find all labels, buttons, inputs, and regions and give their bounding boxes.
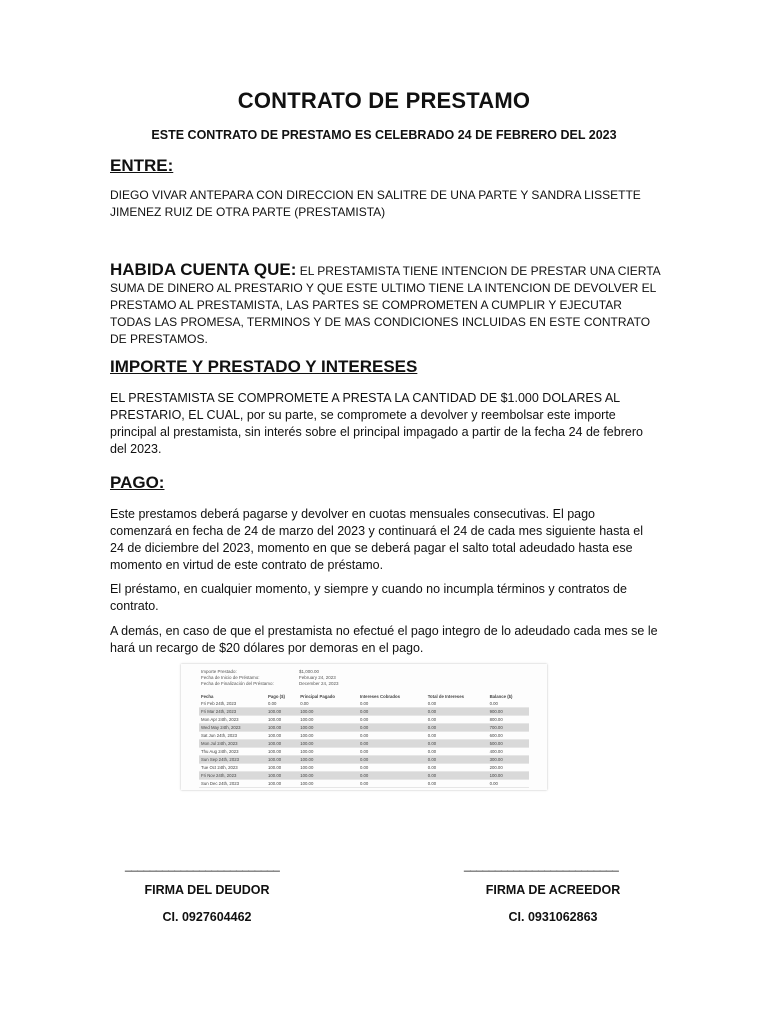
table-cell: 100.00 — [266, 724, 298, 732]
pago-paragraph-2: El préstamo, en cualquier momento, y siempre y cuando no incumpla términos y contratos de contrato. — [110, 582, 627, 613]
table-cell: 100.00 — [298, 708, 358, 716]
meta-label: Fecha de Inicio de Préstamo: — [201, 675, 260, 680]
column-header: Fecha — [201, 693, 214, 699]
table-cell: 100.00 — [488, 772, 529, 780]
table-cell: 0.00 — [358, 732, 426, 740]
table-cell: Mon Apr 24th, 2023 — [199, 716, 266, 724]
table-cell: Mon Jul 24th, 2023 — [199, 740, 266, 748]
table-row — [199, 716, 529, 724]
table-row — [199, 756, 529, 764]
meta-value: $1,000.00 — [299, 669, 320, 674]
table-cell: 100.00 — [298, 724, 358, 732]
habida-text: EL PRESTAMISTA TIENE INTENCION DE PRESTAR UNA CIERTA SUMA DE DINERO AL PRESTARIO Y QUE ESTE ULTIMO TIENE LA INTENCION DE DEVOLVER EL PRESTAMO AL PRESTAMISTA, LAS PARTES SE COMPROMETEN A CUMPLIR Y EJECUTAR TODAS LAS PROMESA, TERMINOS Y DE MAS CONDICIONES INCLUIDAS EN ESTE CONTRATO DE PRESTAMOS. — [110, 264, 661, 346]
table-cell: 0.00 — [358, 740, 426, 748]
table-cell: 700.00 — [488, 724, 529, 732]
table-cell: 100.00 — [266, 748, 298, 756]
heading-pago: PAGO: — [110, 473, 165, 492]
table-cell: 100.00 — [266, 716, 298, 724]
table-cell: 0.00 — [426, 732, 488, 740]
table-cell: 0.00 — [358, 724, 426, 732]
table-cell: 100.00 — [298, 732, 358, 740]
schedule-meta-row — [201, 681, 339, 687]
creditor-signature-line: _________________________ — [464, 858, 619, 872]
table-cell: 500.00 — [488, 740, 529, 748]
table-cell: Sat Jun 24th, 2023 — [199, 732, 266, 740]
parties-paragraph: DIEGO VIVAR ANTEPARA CON DIRECCION EN SALITRE DE UNA PARTE Y SANDRA LISSETTE JIMENEZ RUIZ DE OTRA PARTE (PRESTAMISTA) — [110, 188, 641, 219]
table-cell: 0.00 — [426, 716, 488, 724]
importe-paragraph — [110, 390, 660, 458]
table-cell: 0.00 — [426, 756, 488, 764]
debtor-signature-line: _________________________ — [125, 858, 280, 872]
column-header: Intereses Cobrados — [359, 693, 401, 699]
table-cell: 0.00 — [488, 780, 529, 788]
schedule-meta — [201, 669, 339, 687]
table-cell: 300.00 — [488, 756, 529, 764]
table-row — [199, 740, 529, 748]
column-header: Pago ($) — [267, 693, 285, 699]
heading-entre: ENTRE: — [110, 156, 174, 175]
table-cell: 0.00 — [358, 764, 426, 772]
table-cell: 0.00 — [426, 724, 488, 732]
table-cell: 100.00 — [266, 708, 298, 716]
table-row — [199, 708, 529, 716]
table-row — [199, 732, 529, 740]
table-cell: 0.00 — [358, 716, 426, 724]
schedule-body — [199, 700, 529, 788]
debtor-id: CI. 0927604462 — [162, 910, 252, 924]
table-cell: 0.00 — [426, 764, 488, 772]
table-cell: 600.00 — [488, 732, 529, 740]
table-cell: 200.00 — [488, 764, 529, 772]
table-row — [199, 764, 529, 772]
column-header: Balance ($) — [489, 693, 513, 699]
table-cell: Sun Sep 24th, 2023 — [199, 756, 266, 764]
table-row — [199, 724, 529, 732]
table-cell: 100.00 — [298, 780, 358, 788]
table-cell: 0.00 — [426, 780, 488, 788]
table-cell: 0.00 — [358, 700, 426, 708]
pago-paragraph-1: Este prestamos deberá pagarse y devolver en cuotas mensuales consecutivas. El pago comenzará en fecha de 24 de marzo del 2023 y continuará el 24 de cada mes siguiente hasta el 24 de diciembre del 2023, momento en que se deberá pagar el salto total adeudado hasta ese momento en virtud de este contrato de préstamo. — [110, 507, 643, 572]
table-cell: 100.00 — [266, 772, 298, 780]
table-cell: 400.00 — [488, 748, 529, 756]
table-cell: 100.00 — [298, 740, 358, 748]
table-cell: Fri Mar 24th, 2023 — [199, 708, 266, 716]
table-cell: 100.00 — [266, 740, 298, 748]
table-cell: 900.00 — [488, 708, 529, 716]
table-cell: 0.00 — [426, 740, 488, 748]
meta-label: Importe Prestado: — [201, 669, 237, 674]
table-cell: Fri Feb 24th, 2023 — [199, 700, 266, 708]
table-cell: 100.00 — [298, 772, 358, 780]
column-header: Principal Pagado — [300, 693, 336, 699]
table-cell: 100.00 — [266, 780, 298, 788]
table-cell: 800.00 — [488, 716, 529, 724]
heading-importe: IMPORTE Y PRESTADO Y INTERESES — [110, 357, 418, 376]
table-cell: Tue Oct 24th, 2023 — [199, 764, 266, 772]
importe-text-rest: por su parte, se compromete a devolver y reembolsar este importe principal al prestamista, sin interés sobre el principal impagado a partir de la fecha 24 de febrero del 2023. — [110, 408, 643, 456]
column-header: Total de Intereses — [427, 693, 464, 699]
table-cell: 0.00 — [358, 780, 426, 788]
debtor-signature-label: FIRMA DEL DEUDOR — [144, 883, 270, 897]
meta-value: February 24, 2023 — [299, 675, 336, 680]
importe-text-caps: EL PRESTAMISTA SE COMPROMETE A PRESTA LA CANTIDAD DE $1.000 DOLARES AL PRESTARIO, EL CUAL, — [110, 391, 620, 422]
table-cell: Fri Nov 24th, 2023 — [199, 772, 266, 780]
pago-paragraph-3: A demás, en caso de que el prestamista no efectué el pago integro de lo adeudado cada mes se le hará un recargo de $20 dólares por demoras en el pago. — [110, 624, 658, 655]
table-cell: 100.00 — [266, 756, 298, 764]
table-row — [199, 700, 529, 708]
document-subtitle: ESTE CONTRATO DE PRESTAMO ES CELEBRADO 24 DE FEBRERO DEL 2023 — [151, 128, 617, 142]
table-cell: 100.00 — [266, 732, 298, 740]
table-cell: 0.00 — [426, 772, 488, 780]
meta-label: Fecha de Finalización del Préstamo: — [201, 681, 274, 686]
creditor-signature-label: FIRMA DE ACREEDOR — [485, 883, 621, 897]
habida-paragraph — [110, 261, 660, 348]
table-cell: 100.00 — [298, 748, 358, 756]
table-cell: 0.00 — [426, 748, 488, 756]
table-row — [199, 748, 529, 756]
table-cell: 0.00 — [358, 772, 426, 780]
creditor-id: CI. 0931062863 — [508, 910, 598, 924]
table-cell: 0.00 — [426, 700, 488, 708]
table-cell: 0.00 — [488, 700, 529, 708]
amortization-schedule-image — [181, 664, 547, 790]
table-cell: 0.00 — [358, 756, 426, 764]
schedule-header-row — [199, 692, 529, 700]
table-cell: Thu Aug 24th, 2023 — [199, 748, 266, 756]
table-cell: 0.00 — [298, 700, 358, 708]
schedule-table — [199, 692, 529, 788]
table-cell: 100.00 — [266, 764, 298, 772]
table-row — [199, 772, 529, 780]
meta-value: December 24, 2023 — [299, 681, 339, 686]
table-cell: 100.00 — [298, 756, 358, 764]
table-row — [199, 780, 529, 788]
table-cell: Wed May 24th, 2023 — [199, 724, 266, 732]
table-cell: 0.00 — [426, 708, 488, 716]
table-cell: 0.00 — [358, 708, 426, 716]
table-cell: 100.00 — [298, 716, 358, 724]
heading-habida: HABIDA CUENTA QUE: — [110, 260, 297, 279]
table-cell: 0.00 — [358, 748, 426, 756]
document-title: CONTRATO DE PRESTAMO — [237, 88, 531, 113]
table-cell: Sun Dec 24th, 2023 — [199, 780, 266, 788]
table-cell: 0.00 — [266, 700, 298, 708]
table-cell: 100.00 — [298, 764, 358, 772]
